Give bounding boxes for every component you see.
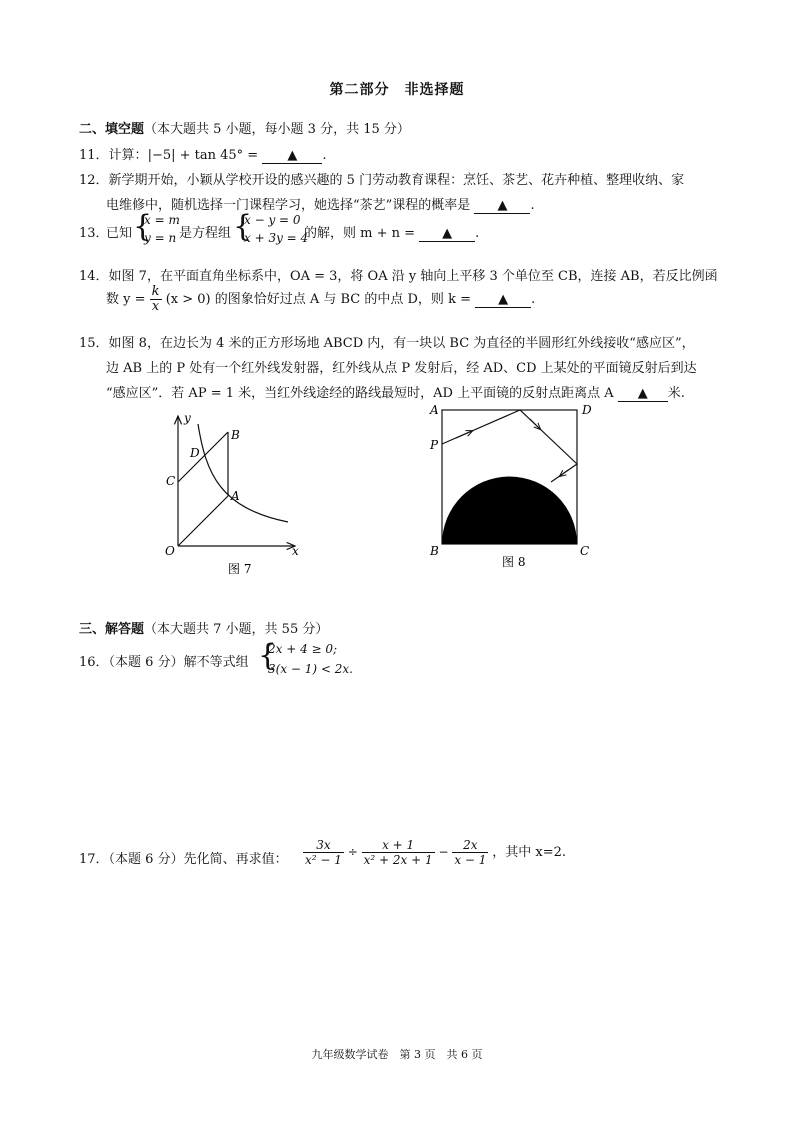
section-3-label: 三、解答题 bbox=[79, 622, 145, 637]
q14-fraction bbox=[150, 285, 162, 314]
q15-line-3-text: “感应区”．若 AP = 1 米，当红外线途经的路线最短时，AD 上平面镜的反射点距离点 A bbox=[106, 386, 614, 401]
q17-fraction-1-numerator: 3x bbox=[303, 838, 344, 853]
q14-answer-blank: ▲ bbox=[475, 293, 531, 308]
q17-fraction-3-denominator: x − 1 bbox=[454, 853, 487, 867]
figure-8 bbox=[420, 400, 610, 575]
q17-operator-minus: − bbox=[438, 845, 449, 859]
fig8-label-b: B bbox=[430, 544, 439, 558]
q16-points: （本题 6 分） bbox=[108, 655, 184, 670]
q16-text: 解不等式组 bbox=[183, 655, 249, 670]
fig8-label-a: A bbox=[430, 403, 439, 417]
q12-line-1-text: 新学期开始，小颖从学校开设的感兴趣的 5 门劳动教育课程：烹饪、茶艺、花卉种植、整理收纳、家 bbox=[108, 173, 685, 188]
q17-number: 17． bbox=[79, 852, 109, 867]
fig7-label-a: A bbox=[231, 489, 240, 503]
section-3-note: （本大题共 7 小题，共 55 分） bbox=[144, 622, 329, 637]
q11-end: . bbox=[322, 148, 327, 163]
q12-line-2-text: 电维修中，随机选择一门课程学习，她选择“茶艺”课程的概率是 bbox=[106, 198, 471, 213]
fig8-label-p: P bbox=[430, 438, 439, 452]
path-arrow-3 bbox=[560, 470, 568, 476]
q17-tail: ，其中 x=2. bbox=[492, 845, 567, 860]
q14-lead: 数 y = bbox=[106, 292, 146, 307]
segment-cb bbox=[178, 432, 228, 482]
q11-number: 11． bbox=[79, 148, 109, 163]
q14-tail: (x > 0) 的图象恰好过点 A 与 BC 的中点 D，则 k = bbox=[165, 292, 471, 307]
q17-points: （本题 6 分） bbox=[108, 852, 184, 867]
fig7-label-c: C bbox=[166, 474, 176, 488]
q14-fraction-denominator: x bbox=[151, 299, 160, 314]
q16-inequality-1: 2x + 4 ≥ 0; bbox=[268, 642, 338, 656]
q17-fraction-2-numerator: x + 1 bbox=[362, 838, 435, 853]
q11-text: 计算： bbox=[108, 148, 148, 163]
q13-mid: 是方程组 bbox=[179, 226, 232, 241]
q13-brace-2: { bbox=[233, 209, 253, 244]
question-16 bbox=[79, 651, 249, 670]
q16-inequality-2: 3(x − 1) < 2x. bbox=[268, 662, 353, 676]
fig7-label-b: B bbox=[231, 428, 240, 442]
question-14-line-1 bbox=[79, 265, 718, 284]
fig8-label-d: D bbox=[582, 403, 592, 417]
q13-system-2-eq-1: x − y = 0 bbox=[244, 213, 301, 227]
q16-brace: { bbox=[258, 638, 278, 673]
infrared-path bbox=[442, 410, 577, 482]
q12-number: 12． bbox=[79, 173, 109, 188]
q14-number: 14． bbox=[79, 269, 109, 284]
fig7-label-x: x bbox=[292, 544, 299, 558]
question-12-line-2 bbox=[106, 194, 535, 214]
q13-lead: 已知 bbox=[106, 226, 133, 241]
q13-system-1-eq-1: x = m bbox=[144, 213, 180, 227]
page-footer: 九年级数学试卷 第 3 页 共 6 页 bbox=[311, 1048, 483, 1061]
q17-fraction-2-denominator: x² + 2x + 1 bbox=[363, 853, 433, 867]
q17-fraction-2 bbox=[362, 838, 435, 867]
q17-fraction-3 bbox=[452, 838, 488, 867]
q12-end: . bbox=[530, 198, 535, 213]
q15-number: 15． bbox=[79, 336, 109, 351]
q11-answer-blank: ▲ bbox=[262, 149, 322, 164]
q16-number: 16． bbox=[79, 655, 109, 670]
q13-system-2-eq-2: x + 3y = 4 bbox=[244, 231, 309, 245]
question-11 bbox=[79, 144, 326, 164]
path-arrow-1 bbox=[456, 431, 472, 438]
path-arrow-2 bbox=[530, 419, 540, 429]
question-15-line-1 bbox=[79, 332, 695, 351]
q15-line-1-text: 如图 8，在边长为 4 米的正方形场地 ABCD 内，有一块以 BC 为直径的半圆形红外线接收“感应区”， bbox=[108, 336, 695, 351]
fig7-label-d: D bbox=[190, 446, 200, 460]
q13-end: . bbox=[475, 226, 480, 241]
q17-fraction-1 bbox=[303, 838, 344, 867]
q14-fraction-numerator: k bbox=[151, 284, 160, 299]
q13-answer-blank: ▲ bbox=[419, 227, 475, 242]
q15-answer-blank: ▲ bbox=[618, 387, 668, 402]
question-12-line-1 bbox=[79, 169, 684, 188]
q17-expression bbox=[303, 838, 566, 867]
q17-fraction-1-denominator: x² − 1 bbox=[305, 853, 342, 867]
q11-expression: |−5| + tan 45° = bbox=[147, 148, 259, 163]
section-2-label: 二、填空题 bbox=[79, 122, 145, 137]
figure-7 bbox=[150, 408, 310, 583]
q14-end: . bbox=[531, 292, 536, 307]
q14-line-1-text: 如图 7，在平面直角坐标系中，OA = 3，将 OA 沿 y 轴向上平移 3 个单位至 CB，连接 AB，若反比例函 bbox=[108, 269, 718, 284]
q15-end: 米. bbox=[667, 386, 685, 401]
fig8-caption: 图 8 bbox=[502, 555, 526, 569]
section-2-note: （本大题共 5 小题，每小题 3 分，共 15 分） bbox=[144, 122, 410, 137]
q17-operator-divide: ÷ bbox=[347, 845, 358, 859]
question-17 bbox=[79, 848, 288, 867]
question-14-line-2 bbox=[106, 285, 535, 314]
q13-system-1-eq-2: y = n bbox=[144, 231, 177, 245]
section-2-header bbox=[79, 118, 410, 137]
page-title: 第二部分 非选择题 bbox=[329, 82, 465, 98]
q13-tail bbox=[304, 222, 479, 242]
q17-text: 先化简、再求值： bbox=[183, 852, 288, 867]
fig8-label-c: C bbox=[580, 544, 590, 558]
fig7-caption: 图 7 bbox=[228, 562, 252, 576]
q13-brace-1: { bbox=[133, 209, 153, 244]
fig7-label-o: O bbox=[165, 544, 175, 558]
q17-fraction-3-numerator: 2x bbox=[452, 838, 488, 853]
hyperbola-curve bbox=[198, 424, 288, 522]
semicircle-sensing-zone bbox=[442, 477, 577, 544]
q13-tail-text: 的解，则 m + n = bbox=[304, 226, 416, 241]
question-15-line-2: 边 AB 上的 P 处有一个红外线发射器，红外线从点 P 发射后，经 AD、CD 上某处的平面镜反射后到达 bbox=[106, 361, 697, 376]
section-3-header bbox=[79, 618, 328, 637]
q13-number: 13． bbox=[79, 226, 109, 241]
fig7-label-y: y bbox=[184, 411, 191, 425]
q12-answer-blank: ▲ bbox=[474, 199, 530, 214]
segment-oa bbox=[178, 496, 228, 546]
question-15-line-3 bbox=[106, 382, 685, 402]
